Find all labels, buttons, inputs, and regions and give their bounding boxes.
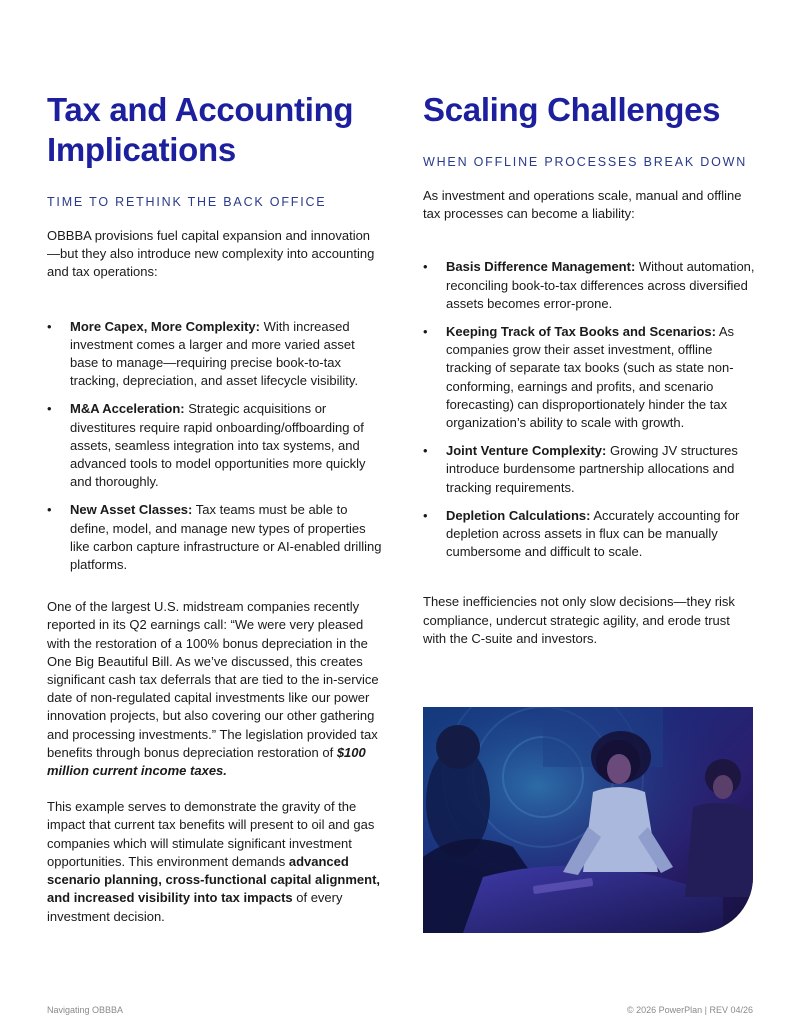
left-bullet-list xyxy=(47,318,382,575)
right-column xyxy=(423,90,755,648)
left-title: Tax and Accounting Implications xyxy=(47,91,354,168)
bullet-heading: Basis Difference Management: xyxy=(446,259,636,275)
bullet-text: Without automation, reconciling book-to-tax differences across diversified assets becomes error-prone. xyxy=(446,259,755,311)
bullet-icon: • xyxy=(47,401,52,417)
bullet-icon: • xyxy=(47,502,52,518)
team-photo-illustration xyxy=(423,707,753,933)
team-photo xyxy=(423,707,753,933)
list-item xyxy=(423,323,755,432)
bullet-heading: M&A Acceleration: xyxy=(70,401,185,417)
bullet-icon: • xyxy=(423,324,428,340)
closing-paragraph xyxy=(47,798,382,925)
closing-text: This example serves to demonstrate the gravity of the impact that current tax benefits will present to oil and gas companies which will stimulate significant investment opportunities. This environment demands xyxy=(47,799,375,869)
bullet-icon: • xyxy=(423,507,428,523)
list-item xyxy=(47,501,382,574)
right-closing-paragraph: These inefficiencies not only slow decisions—they risk compliance, undercut strategic agility, and erode trust with the C-suite and investors. xyxy=(423,594,735,646)
bullet-icon: • xyxy=(423,443,428,459)
bullet-text: With increased investment comes a larger and more varied asset base to manage—requiring precise book-to-tax tracking, depreciation, and asset lifecycle visibility. xyxy=(70,318,359,389)
list-item xyxy=(47,318,382,391)
bullet-heading: Joint Venture Complexity: xyxy=(446,443,607,459)
closing-emphasis: advanced scenario planning, cross-functional capital alignment, and increased visibility into tax impacts xyxy=(47,853,381,906)
list-item xyxy=(423,442,755,497)
bullet-icon: • xyxy=(423,259,428,275)
quote-text: One of the largest U.S. midstream companies recently reported in its Q2 earnings call: “We were very pleased with the restoration of a 100% bonus depreciation in the One Big Beautiful Bill. As we’ve discussed, this creates significant cash tax deferrals that are tied to the in-service date of non-regulated capital investments like our power innovation projects, but also covering our other gathering and processing investments.” The legislation provided tax benefits through bonus depreciation restoration of xyxy=(47,599,379,760)
bullet-heading: Depletion Calculations: xyxy=(446,507,591,523)
quote-paragraph xyxy=(47,598,382,780)
bullet-text: Growing JV structures introduce burdensome partnership allocations and tracking requirements. xyxy=(446,443,738,495)
quote-emphasis: $100 million current income taxes. xyxy=(47,744,366,779)
left-column xyxy=(47,90,382,926)
right-title: Scaling Challenges xyxy=(423,91,721,128)
footer-right: © 2026 PowerPlan | REV 04/26 xyxy=(626,1005,753,1015)
bullet-icon: • xyxy=(47,318,52,334)
list-item xyxy=(423,258,755,313)
left-intro: OBBBA provisions fuel capital expansion and innovation—but they also introduce new complexity into accounting and tax operations: xyxy=(47,228,375,280)
bullet-heading: More Capex, More Complexity: xyxy=(70,318,260,334)
bullet-text: As companies grow their asset investment, offline tracking of separate tax books (such as state non-conforming, earnings and profits, and scenario forecasting) can disproportionately hinder the tax organization’s ability to scale with growth. xyxy=(446,324,735,431)
right-eyebrow: WHEN OFFLINE PROCESSES BREAK DOWN xyxy=(423,155,748,169)
right-bullet-list xyxy=(423,258,755,561)
list-item xyxy=(47,400,382,491)
bullet-text: Tax teams must be able to define, model, and manage new types of properties like carbon capture infrastructure or AI-enabled drilling platforms. xyxy=(70,502,382,573)
bullet-heading: New Asset Classes: xyxy=(70,502,193,518)
bullet-text: Accurately accounting for depletion across assets in flux can be manually cumbersome and difficult to scale. xyxy=(446,507,740,560)
bullet-text: Strategic acquisitions or divestitures require rapid onboarding/offboarding of assets, seamless integration into tax systems, and advanced tools to model opportunities more quickly and thoroughly. xyxy=(70,401,366,490)
left-eyebrow: TIME TO RETHINK THE BACK OFFICE xyxy=(47,195,327,209)
right-intro: As investment and operations scale, manual and offline tax processes can become a liability: xyxy=(423,188,742,222)
list-item xyxy=(423,507,755,562)
closing-tail: of every investment decision. xyxy=(47,890,343,924)
footer-left: Navigating OBBBA xyxy=(47,1005,124,1015)
bullet-heading: Keeping Track of Tax Books and Scenarios: xyxy=(446,324,716,340)
